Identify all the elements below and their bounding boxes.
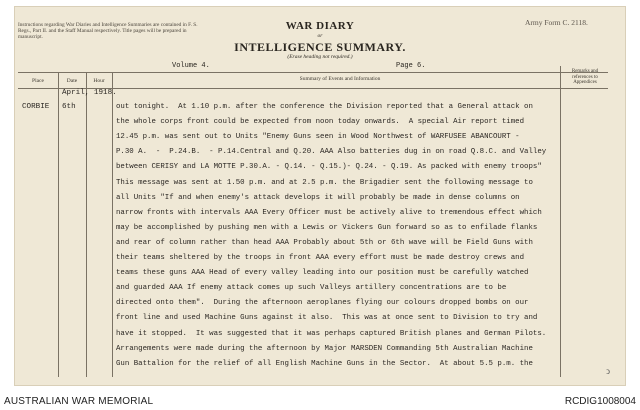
column-header-summary: Summary of Events and Information bbox=[299, 76, 381, 82]
summary-line: 12.45 p.m. was sent out to Units "Enemy Guns seen in Wood Northwest of WARFUSEE ABANCOURT - bbox=[116, 133, 520, 142]
summary-line: may be accomplished by pushing men with a Lewis or Vickers Gun forward so as to enfilade flanks bbox=[116, 223, 538, 232]
summary-line: out tonight. At 1.10 p.m. after the conference the Division reported that a General attack on bbox=[116, 103, 533, 111]
summary-line: teams these guns AAA Head of every valley leading into our position must be carefully watched bbox=[116, 269, 529, 278]
column-header-hour: Hour bbox=[93, 78, 105, 84]
summary-line: and rear of column rather than head AAA Probably about 5th or 6th wave will be Field Guns with bbox=[116, 238, 533, 247]
erase-note: (Erase heading not required.) bbox=[287, 54, 353, 60]
summary-line: P.30 A. - P.24.B. - P.14.Central and Q.20. AAA Also batteries dug in on road Q.8.C. and Valley bbox=[116, 148, 547, 157]
summary-line: directed onto them". During the afternoon aeroplanes flying our colours dropped bombs on our bbox=[116, 299, 529, 308]
volume-label: Volume 4. bbox=[172, 62, 210, 70]
summary-line: narrow fronts with intervals AAA Every Officer must be actively alive to tremendous effect which bbox=[116, 208, 542, 217]
column-header-remarks: Remarks and references to Appendices bbox=[571, 69, 599, 85]
date-entry: 6th bbox=[62, 103, 76, 111]
summary-line: and guarded AAA If enemy attack comes up such Valleys artillery concentrations are to be bbox=[116, 284, 507, 293]
page-ink-mark: ↄ bbox=[606, 366, 610, 376]
summary-line: between CERISY and LA MOTTE P.30.A. - Q.14. - Q.15.)- Q.24. - Q.19. As packed with enemy troops" bbox=[116, 163, 542, 172]
summary-line: front line and used Machine Guns against it also. This was at once sent to Division to try and bbox=[116, 314, 538, 323]
date-header: April, 1918. bbox=[62, 89, 117, 97]
summary-line: Arrangements were made during the afternoon by Major MARSDEN Commanding 5th Australian Machine bbox=[116, 344, 533, 353]
page-subtitle-heading: INTELLIGENCE SUMMARY. bbox=[234, 40, 406, 54]
summary-line: Gun Battalion for the relief of all English Machine Guns in the Sector. At about 5.5 p.m. the bbox=[116, 359, 533, 368]
page-number-label: Page 6. bbox=[396, 62, 426, 70]
column-header-date: Date bbox=[66, 78, 78, 84]
column-divider-date bbox=[86, 72, 87, 377]
column-divider-place bbox=[58, 72, 59, 377]
column-divider-hour bbox=[112, 72, 113, 377]
column-divider-summary bbox=[560, 66, 561, 377]
instructions-text: Instructions regarding War Diaries and Intelligence Summaries are contained in F. S. Regs., Part II. and the Staff Manual respectively. Title pages will be prepared in manuscript. bbox=[18, 22, 198, 41]
footer-credit: AUSTRALIAN WAR MEMORIAL bbox=[4, 396, 154, 407]
summary-line: the whole corps front could be expected from noon today onwards. A special Air report timed bbox=[116, 118, 525, 127]
place-entry: CORBIE bbox=[22, 103, 50, 111]
summary-line: This message was sent at 1.50 p.m. and at 2.5 p.m. the Brigadier sent the following message to bbox=[116, 178, 533, 187]
summary-line: their teams sheltered by the troops in front AAA every effort must be made destroy crews and bbox=[116, 254, 525, 262]
army-form-number: Army Form C. 2118. bbox=[525, 18, 588, 27]
title-or: or bbox=[317, 33, 323, 39]
summary-line: have it stopped. It was suggested that it was perhaps captured British planes and German Pilots. bbox=[116, 329, 547, 338]
page-title: WAR DIARY bbox=[285, 20, 355, 32]
footer-record-id: RCDIG1008004 bbox=[564, 396, 636, 407]
column-header-place: Place bbox=[32, 78, 44, 84]
summary-line: all Units "If and when enemy's attack develops it will probably be made in dense columns on bbox=[116, 193, 520, 202]
table-top-rule bbox=[18, 72, 608, 73]
